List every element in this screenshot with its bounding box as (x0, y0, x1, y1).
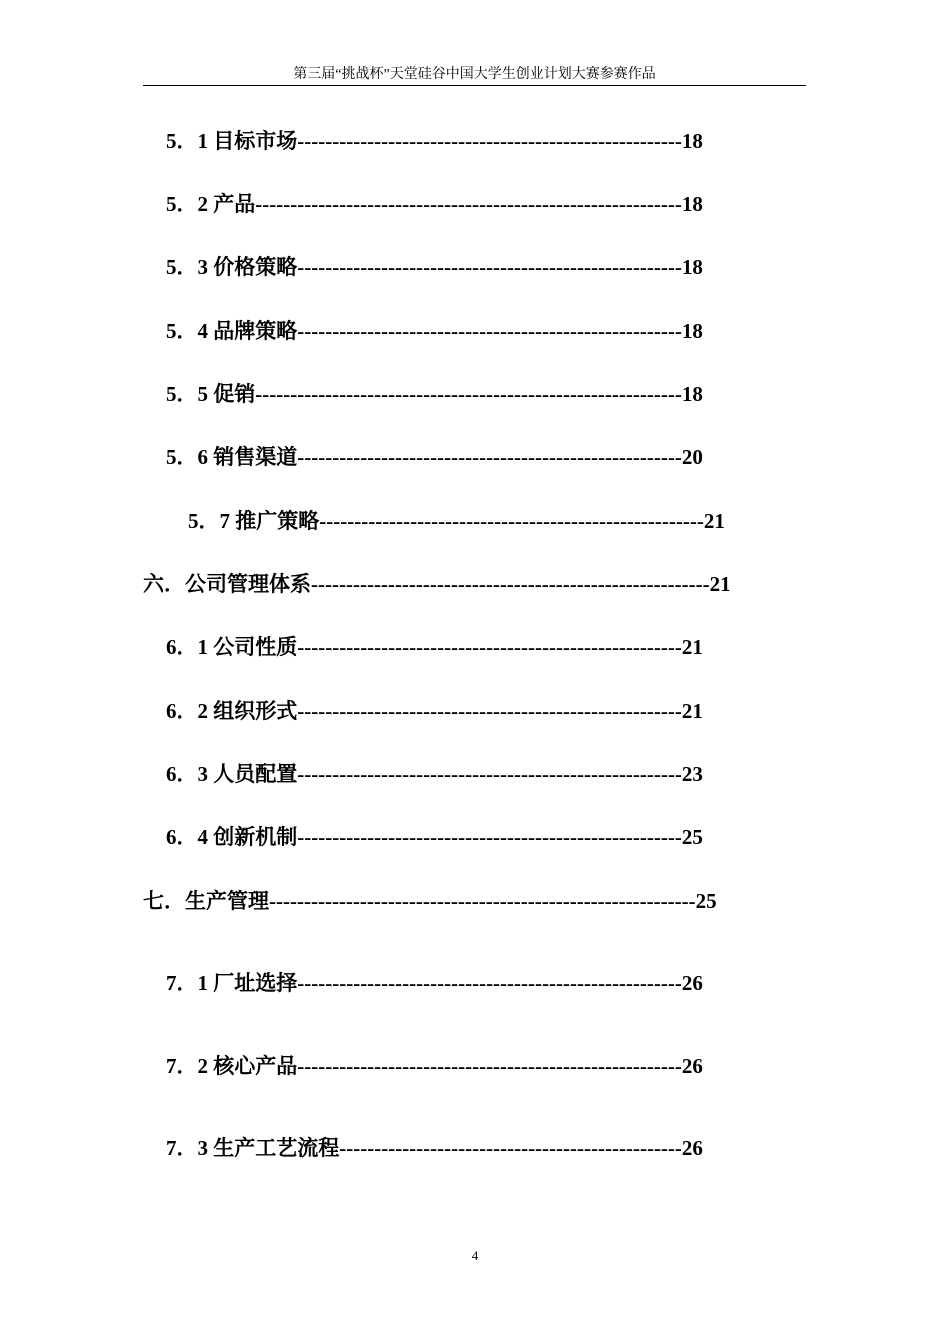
toc-entry[interactable] (166, 443, 748, 471)
toc-entry-page: 18 (681, 192, 703, 216)
toc-entry-label: 6．1 公司性质 (166, 635, 298, 659)
toc-entry-page: 26 (681, 1054, 703, 1078)
toc-entry[interactable] (166, 190, 748, 218)
toc-entry[interactable] (166, 1134, 748, 1162)
toc-entry-page: 26 (681, 1136, 703, 1160)
toc-entry[interactable] (166, 969, 748, 997)
toc-entry-page: 18 (681, 129, 703, 153)
running-header: 第三届“挑战杯”天堂硅谷中国大学生创业计划大赛参赛作品 (293, 67, 656, 82)
toc-entry[interactable] (166, 317, 748, 345)
toc-entry-leader: ------------------------------------------------------- (297, 762, 682, 786)
toc-entry-leader: ------------------------------------------------------------- (269, 889, 696, 913)
toc-entry[interactable] (166, 127, 748, 155)
toc-entry-leader: ------------------------------------------------------- (297, 445, 682, 469)
toc-entry-label: 5．5 促销 (166, 382, 256, 406)
toc-entry-leader: ------------------------------------------------------- (297, 635, 682, 659)
toc-entry-leader: ------------------------------------------------------- (297, 129, 682, 153)
toc-entry[interactable] (166, 823, 748, 851)
toc-entry-leader: ------------------------------------------------------- (297, 699, 682, 723)
toc-entry-leader: ------------------------------------------------------------- (255, 382, 682, 406)
toc-entry-page: 25 (695, 889, 717, 913)
toc-entry-label: 7．3 生产工艺流程 (166, 1136, 340, 1160)
toc-entry-label: 六．公司管理体系 (143, 572, 311, 596)
toc-entry-leader: ------------------------------------------------------- (297, 971, 682, 995)
toc-entry[interactable] (166, 760, 748, 788)
toc-entry-label: 6．3 人员配置 (166, 762, 298, 786)
page-number: 4 (471, 1248, 479, 1263)
toc-entry-leader: ------------------------------------------------------- (297, 255, 682, 279)
toc-entry[interactable] (166, 633, 748, 661)
toc-entry-page: 21 (709, 572, 731, 596)
toc-entry[interactable] (143, 570, 779, 598)
toc-entry-label: 5．1 目标市场 (166, 129, 298, 153)
toc-entry-page: 21 (681, 635, 703, 659)
toc-entry-leader: ------------------------------------------------- (339, 1136, 682, 1160)
toc-entry[interactable] (166, 253, 748, 281)
toc-entry-label: 6．2 组织形式 (166, 699, 298, 723)
toc-entry-page: 21 (681, 699, 703, 723)
toc-entry[interactable] (166, 1052, 748, 1080)
toc-entry-leader: --------------------------------------------------------- (311, 572, 710, 596)
toc-entry-page: 20 (681, 445, 703, 469)
toc-entry[interactable] (166, 697, 748, 725)
toc-entry-label: 6．4 创新机制 (166, 825, 298, 849)
toc-entry[interactable] (143, 887, 773, 915)
toc-entry-page: 18 (681, 255, 703, 279)
toc-entry-label: 七．生产管理 (143, 889, 269, 913)
toc-entry-page: 18 (681, 382, 703, 406)
toc-entry-page: 23 (681, 762, 703, 786)
toc-entry-leader: ------------------------------------------------------- (319, 509, 704, 533)
toc-entry[interactable] (188, 507, 776, 535)
toc-entry[interactable] (166, 380, 748, 408)
toc-entry-label: 5．4 品牌策略 (166, 319, 298, 343)
toc-entry-label: 7．1 厂址选择 (166, 971, 298, 995)
toc-entry-label: 5．2 产品 (166, 192, 256, 216)
toc-entry-label: 7．2 核心产品 (166, 1054, 298, 1078)
toc-entry-page: 26 (681, 971, 703, 995)
toc-entry-page: 18 (681, 319, 703, 343)
toc-entry-leader: ------------------------------------------------------------- (255, 192, 682, 216)
toc-entry-leader: ------------------------------------------------------- (297, 825, 682, 849)
toc-entry-page: 25 (681, 825, 703, 849)
toc-entry-label: 5．6 销售渠道 (166, 445, 298, 469)
toc-entry-leader: ------------------------------------------------------- (297, 319, 682, 343)
toc-entry-label: 5．7 推广策略 (188, 509, 320, 533)
toc-entry-page: 21 (703, 509, 725, 533)
toc-entry-label: 5．3 价格策略 (166, 255, 298, 279)
toc-entry-leader: ------------------------------------------------------- (297, 1054, 682, 1078)
